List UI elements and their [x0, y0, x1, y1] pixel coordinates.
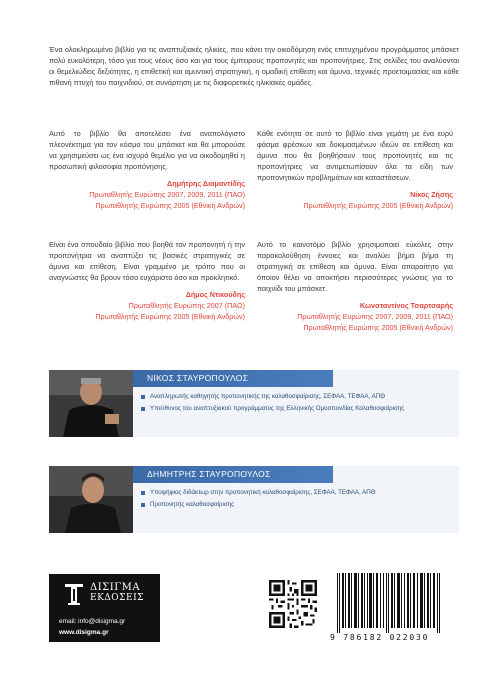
review-left-1 [49, 128, 245, 212]
credential-text: Προπονητής καλαθοσφαίρισης [150, 501, 235, 508]
publisher-subtitle: ΕΚΔΟΣΕΙΣ [90, 593, 145, 603]
intro-paragraph: Ένα ολοκληρωμένο βιβλίο για τις αναπτυξιακές ηλικίες, που κάνει την οικοδόμηση ενός επιτυχημένου προγράμματος μπάσκετ πολύ ευκολότερη, τόσο για τους νέους όσο και για τους έμπειρους προπονητές και προπονήτριες. Στις σελίδες του αναλύονται οι θεμελιώδεις δεξιότητες, η επιθετική και αμυντική στρατηγική, η ομαδική επίθεση και άμυνα, τεχνικές προετοιμασίας και κάθε πιθανή πτυχή του παιχνιδιού, σε συνάρτηση με τις διαφορετικές ηλικιακές ομάδες. [49, 45, 459, 88]
bullet-square-icon [141, 407, 145, 411]
review-title-line: Πρωταθλητής Ευρώπης 2005 (Εθνική Ανδρών) [95, 200, 245, 210]
review-text: Αυτό το καινοτόμο βιβλίο χρησιμοποιεί εύκολες στην παρακολούθηση έννοιες και αναλύει βήμα βήμα τη στρατηγική σε επίθεση και άμυνα. Είναι απαραίτητο για όποιον θέλει να αποκτήσει περισσότερες γνώσεις για το παιχνίδι του μπάσκετ. [257, 240, 453, 294]
publisher-name: ΔΙΣΙΓΜΑ [90, 582, 141, 593]
bullet-square-icon [141, 491, 145, 495]
credential-text: Υπεύθυνος του αναπτυξιακού προγράμματος της Ελληνικής Ομοσπονδίας Καλαθοσφαίρισης [150, 405, 405, 412]
review-text: Αυτό το βιβλίο θα αποτελέσει ένα αναπολόγιστο πλεονέκτημα για τον κόσμο του μπάσκετ και θα μπορούσε να χρησιμεύσει ως ένα ισχυρό θεμέλιο για να οικοδομηθεί η προσωπική φιλοσοφία προπόνησης. [49, 129, 245, 172]
review-title-line: Πρωταθλητής Ευρώπης 2007 (ΠΑΟ) [128, 301, 245, 311]
credential-item [141, 403, 451, 415]
review-right-2 [257, 239, 453, 334]
credential-item [141, 391, 451, 403]
author-photo [49, 466, 133, 533]
isbn-number: 9 786182 022030 [330, 633, 430, 642]
publisher-logo-icon [63, 581, 85, 607]
author-credentials [141, 391, 451, 415]
review-title-line: Πρωταθλητής Ευρώπης 2005 (Εθνική Ανδρών) [303, 201, 453, 211]
review-author: Κωνσταντίνος Τσαρτσαρής [359, 301, 453, 311]
credential-item [141, 487, 451, 499]
credential-item [141, 499, 451, 511]
bullet-square-icon [141, 395, 145, 399]
publisher-email: email: info@disigma.gr [59, 618, 126, 625]
review-author: Δημήτρης Διαμαντίδης [167, 179, 245, 189]
author-name-bar: ΝΙΚΟΣ ΣΤΑΥΡΟΠΟΥΛΟΣ [133, 370, 333, 387]
review-title-line: Πρωταθλητής Ευρώπης 2007, 2009, 2011 (ΠΑΟ) [297, 312, 453, 322]
review-title-line: Πρωταθλητής Ευρώπης 2005 (Εθνική Ανδρών) [303, 323, 453, 333]
review-text: Είναι ένα σπουδαίο βιβλίο που βοηθά τον προπονητή ή την προπονήτρια να αναπτύξει τις βασικές στρατηγικές σε άμυνα και επίθεση. Είναι γραμμένο με τρόπο που οι αναγνώστες θα βρουν τόσο ευχάριστο όσο και προκλητικό. [49, 240, 245, 283]
publisher-website: www.disigma.gr [59, 629, 109, 636]
author-name-bar: ΔΗΜΗΤΡΗΣ ΣΤΑΥΡΟΠΟΥΛΟΣ [133, 466, 333, 483]
review-author: Δήμος Ντικούδης [185, 290, 245, 300]
bullet-square-icon [141, 503, 145, 507]
review-right-1 [257, 128, 453, 212]
author-bio-2 [49, 466, 459, 533]
credential-text: Υποψήφιος διδάκτωρ στην προπονητική καλαθοσφαίρισης, ΣΕΦΑΑ, ΤΕΦΑΑ, ΑΠΘ [150, 489, 376, 496]
barcode-icon [333, 573, 443, 633]
review-text: Κάθε ενότητα σε αυτό το βιβλίο είναι γεμάτη με ένα ευρύ φάσμα φρέσκων και δοκιμασμένων ιδεών σε επίθεση και άμυνα που θα βοηθήσουν τους προπονητές και τις προπονήτριες να αντιμετωπίσουν όλα τα είδη των προπονητικών προβλημάτων και καταστάσεων. [257, 129, 453, 183]
review-title-line: Πρωταθλητής Ευρώπης 2007, 2009, 2011 (ΠΑΟ) [89, 190, 245, 200]
review-title-line: Πρωταθλητής Ευρώπης 2005 (Εθνική Ανδρών) [95, 311, 245, 321]
author-credentials [141, 487, 451, 511]
author-photo [49, 370, 133, 437]
publisher-logo-block [49, 574, 160, 642]
qr-code-icon [269, 580, 317, 628]
review-left-2 [49, 239, 245, 323]
author-bio-1 [49, 370, 459, 437]
credential-text: Αναπληρωτής καθηγητής προπονητικής της καλαθοσφαίρισης, ΣΕΦΑΑ, ΤΕΦΑΑ, ΑΠΘ [150, 393, 386, 400]
review-author: Νίκος Ζήσης [410, 190, 453, 200]
